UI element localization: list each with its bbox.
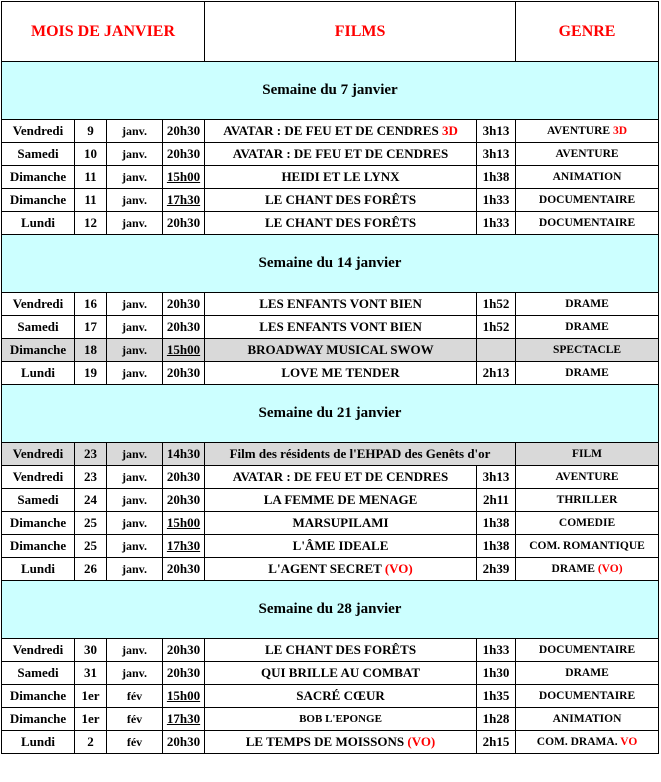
header-row xyxy=(2,2,659,62)
genre-label: SPECTACLE xyxy=(552,344,622,356)
month-cell: janv. xyxy=(107,339,163,362)
genre-label: DRAME xyxy=(565,321,609,333)
genre-label: DOCUMENTAIRE xyxy=(538,644,636,656)
duration-cell: 1h30 xyxy=(477,662,516,685)
screening-row xyxy=(2,339,659,362)
genre-cell xyxy=(516,466,659,489)
genre-label: AVENTURE xyxy=(555,148,619,160)
time-cell: 20h30 xyxy=(163,489,205,512)
day-cell: Dimanche xyxy=(2,685,75,708)
duration-cell: 1h33 xyxy=(477,212,516,235)
time-cell: 20h30 xyxy=(163,558,205,581)
duration-cell: 3h13 xyxy=(477,143,516,166)
film-title: BROADWAY MUSICAL SWOW xyxy=(247,342,434,357)
genre-cell xyxy=(516,189,659,212)
genre-label: DOCUMENTAIRE xyxy=(538,217,636,229)
film-title: LE TEMPS DE MOISSONS xyxy=(245,734,405,749)
film-title-cell xyxy=(205,212,477,235)
genre-cell xyxy=(516,212,659,235)
genre-label: ANIMATION xyxy=(552,713,622,725)
date-number-cell: 30 xyxy=(75,639,107,662)
film-title-cell xyxy=(205,639,477,662)
duration-cell: 2h11 xyxy=(477,489,516,512)
genre-label: DRAME xyxy=(565,667,609,679)
day-cell: Samedi xyxy=(2,662,75,685)
screening-row xyxy=(2,293,659,316)
time-cell: 15h00 xyxy=(163,166,205,189)
date-number-cell: 19 xyxy=(75,362,107,385)
genre-header: GENRE xyxy=(516,2,659,62)
week-band xyxy=(2,581,659,639)
film-title-cell xyxy=(205,558,477,581)
time-cell: 20h30 xyxy=(163,362,205,385)
day-cell: Dimanche xyxy=(2,708,75,731)
time-cell: 17h30 xyxy=(163,708,205,731)
genre-label: COM. ROMANTIQUE xyxy=(529,540,645,552)
month-cell: janv. xyxy=(107,535,163,558)
week-label: Semaine du 14 janvier xyxy=(2,235,659,293)
month-cell: fév xyxy=(107,708,163,731)
genre-label: DOCUMENTAIRE xyxy=(538,194,636,206)
screening-row xyxy=(2,443,659,466)
date-number-cell: 2 xyxy=(75,731,107,754)
film-title-cell xyxy=(205,731,477,754)
film-title-cell xyxy=(205,189,477,212)
genre-cell xyxy=(516,166,659,189)
week-label: Semaine du 28 janvier xyxy=(2,581,659,639)
film-title-suffix: (VO) xyxy=(407,734,436,749)
time-cell: 15h00 xyxy=(163,512,205,535)
film-title-cell xyxy=(205,512,477,535)
film-title: LES ENFANTS VONT BIEN xyxy=(259,296,422,311)
film-title: L'ÂME IDEALE xyxy=(292,538,389,553)
film-title: MARSUPILAMI xyxy=(292,515,389,530)
screening-row xyxy=(2,708,659,731)
day-cell: Dimanche xyxy=(2,512,75,535)
genre-cell xyxy=(516,443,659,466)
time-cell: 20h30 xyxy=(163,639,205,662)
genre-label: DRAME xyxy=(551,563,595,575)
film-title: LOVE ME TENDER xyxy=(281,365,400,380)
day-cell: Vendredi xyxy=(2,466,75,489)
month-cell: janv. xyxy=(107,143,163,166)
duration-cell: 1h38 xyxy=(477,512,516,535)
week-label: Semaine du 21 janvier xyxy=(2,385,659,443)
date-number-cell: 16 xyxy=(75,293,107,316)
genre-cell xyxy=(516,362,659,385)
film-title-cell xyxy=(205,489,477,512)
genre-label: COM. DRAMA. xyxy=(536,736,618,748)
date-number-cell: 12 xyxy=(75,212,107,235)
duration-cell: 1h38 xyxy=(477,535,516,558)
screening-row xyxy=(2,466,659,489)
screening-row xyxy=(2,143,659,166)
screening-row xyxy=(2,166,659,189)
day-cell: Lundi xyxy=(2,212,75,235)
date-number-cell: 23 xyxy=(75,466,107,489)
time-cell: 20h30 xyxy=(163,662,205,685)
time-cell: 15h00 xyxy=(163,339,205,362)
month-cell: janv. xyxy=(107,639,163,662)
date-number-cell: 31 xyxy=(75,662,107,685)
time-cell: 15h00 xyxy=(163,685,205,708)
screening-row xyxy=(2,512,659,535)
date-number-cell: 18 xyxy=(75,339,107,362)
film-title-cell xyxy=(205,466,477,489)
day-cell: Dimanche xyxy=(2,189,75,212)
duration-cell: 1h28 xyxy=(477,708,516,731)
screening-row xyxy=(2,558,659,581)
genre-label: AVENTURE xyxy=(547,125,611,137)
duration-cell: 1h35 xyxy=(477,685,516,708)
film-title: AVATAR : DE FEU ET DE CENDRES xyxy=(232,146,449,161)
film-title-cell xyxy=(205,685,477,708)
time-cell: 20h30 xyxy=(163,316,205,339)
day-cell: Dimanche xyxy=(2,535,75,558)
film-title-cell xyxy=(205,662,477,685)
day-cell: Vendredi xyxy=(2,639,75,662)
date-number-cell: 1er xyxy=(75,708,107,731)
film-title: AVATAR : DE FEU ET DE CENDRES xyxy=(223,123,439,138)
day-cell: Samedi xyxy=(2,143,75,166)
genre-cell xyxy=(516,639,659,662)
duration-cell: 2h39 xyxy=(477,558,516,581)
month-cell: janv. xyxy=(107,443,163,466)
duration-cell: 1h52 xyxy=(477,316,516,339)
time-cell: 14h30 xyxy=(163,443,205,466)
time-cell: 20h30 xyxy=(163,143,205,166)
day-cell: Dimanche xyxy=(2,339,75,362)
duration-cell: 3h13 xyxy=(477,466,516,489)
screening-row xyxy=(2,639,659,662)
month-cell: janv. xyxy=(107,189,163,212)
day-cell: Lundi xyxy=(2,558,75,581)
genre-cell xyxy=(516,512,659,535)
duration-cell: 3h13 xyxy=(477,120,516,143)
month-cell: janv. xyxy=(107,362,163,385)
month-cell: janv. xyxy=(107,212,163,235)
time-cell: 20h30 xyxy=(163,466,205,489)
film-title-cell xyxy=(205,362,477,385)
time-cell: 17h30 xyxy=(163,189,205,212)
film-title: LE CHANT DES FORÊTS xyxy=(264,215,417,230)
genre-label: COMEDIE xyxy=(558,517,616,529)
film-title: SACRÉ CŒUR xyxy=(296,688,385,703)
screening-row xyxy=(2,685,659,708)
film-title: LA FEMME DE MENAGE xyxy=(263,492,418,507)
date-number-cell: 1er xyxy=(75,685,107,708)
film-title-cell xyxy=(205,293,477,316)
schedule-table xyxy=(1,1,659,754)
day-cell: Vendredi xyxy=(2,293,75,316)
date-number-cell: 25 xyxy=(75,535,107,558)
month-cell: janv. xyxy=(107,512,163,535)
day-cell: Vendredi xyxy=(2,120,75,143)
film-title: QUI BRILLE AU COMBAT xyxy=(260,665,421,680)
film-title-cell xyxy=(205,316,477,339)
genre-cell xyxy=(516,293,659,316)
month-cell: fév xyxy=(107,731,163,754)
screening-row xyxy=(2,362,659,385)
genre-cell xyxy=(516,316,659,339)
month-cell: janv. xyxy=(107,489,163,512)
film-title: LES ENFANTS VONT BIEN xyxy=(259,319,422,334)
date-number-cell: 26 xyxy=(75,558,107,581)
genre-suffix: VO xyxy=(620,736,638,748)
genre-cell xyxy=(516,662,659,685)
film-title-cell xyxy=(205,708,477,731)
genre-label: AVENTURE xyxy=(555,471,619,483)
day-cell: Lundi xyxy=(2,731,75,754)
screening-row xyxy=(2,189,659,212)
film-title-cell xyxy=(205,120,477,143)
month-cell: janv. xyxy=(107,120,163,143)
genre-cell xyxy=(516,731,659,754)
date-number-cell: 10 xyxy=(75,143,107,166)
month-cell: fév xyxy=(107,685,163,708)
screening-row xyxy=(2,535,659,558)
film-title: BOB L'EPONGE xyxy=(299,713,382,725)
month-cell: janv. xyxy=(107,466,163,489)
day-cell: Dimanche xyxy=(2,166,75,189)
time-cell: 20h30 xyxy=(163,731,205,754)
duration-cell: 2h13 xyxy=(477,362,516,385)
week-band xyxy=(2,385,659,443)
duration-cell: 1h33 xyxy=(477,189,516,212)
film-title-cell xyxy=(205,143,477,166)
month-cell: janv. xyxy=(107,662,163,685)
genre-cell xyxy=(516,708,659,731)
genre-suffix: (VO) xyxy=(597,563,623,575)
week-band xyxy=(2,62,659,120)
time-cell: 17h30 xyxy=(163,535,205,558)
screening-row xyxy=(2,731,659,754)
date-number-cell: 25 xyxy=(75,512,107,535)
date-number-cell: 17 xyxy=(75,316,107,339)
film-title-cell xyxy=(205,443,516,466)
screening-row xyxy=(2,212,659,235)
film-title-cell xyxy=(205,535,477,558)
duration-cell xyxy=(477,339,516,362)
month-cell: janv. xyxy=(107,293,163,316)
genre-label: DRAME xyxy=(565,367,609,379)
month-header: MOIS DE JANVIER xyxy=(2,2,205,62)
genre-cell xyxy=(516,143,659,166)
screening-row xyxy=(2,489,659,512)
genre-cell xyxy=(516,558,659,581)
film-title-suffix: 3D xyxy=(441,123,458,138)
time-cell: 20h30 xyxy=(163,120,205,143)
genre-label: FILM xyxy=(572,448,603,460)
genre-cell xyxy=(516,685,659,708)
genre-cell xyxy=(516,535,659,558)
film-title: Film des résidents de l'EHPAD des Genêts d'or xyxy=(229,446,491,461)
day-cell: Vendredi xyxy=(2,443,75,466)
film-title: LE CHANT DES FORÊTS xyxy=(264,642,417,657)
day-cell: Samedi xyxy=(2,316,75,339)
film-title-cell xyxy=(205,166,477,189)
date-number-cell: 24 xyxy=(75,489,107,512)
film-title: L'AGENT SECRET xyxy=(268,561,382,576)
month-cell: janv. xyxy=(107,558,163,581)
films-header: FILMS xyxy=(205,2,516,62)
screening-row xyxy=(2,662,659,685)
genre-label: DOCUMENTAIRE xyxy=(538,690,636,702)
date-number-cell: 11 xyxy=(75,189,107,212)
genre-cell xyxy=(516,339,659,362)
film-title-suffix: (VO) xyxy=(384,561,413,576)
date-number-cell: 11 xyxy=(75,166,107,189)
duration-cell: 1h38 xyxy=(477,166,516,189)
film-title-cell xyxy=(205,339,477,362)
time-cell: 20h30 xyxy=(163,212,205,235)
day-cell: Lundi xyxy=(2,362,75,385)
genre-label: ANIMATION xyxy=(552,171,622,183)
film-title: LE CHANT DES FORÊTS xyxy=(264,192,417,207)
date-number-cell: 9 xyxy=(75,120,107,143)
genre-cell xyxy=(516,120,659,143)
film-title: AVATAR : DE FEU ET DE CENDRES xyxy=(232,469,449,484)
genre-label: THRILLER xyxy=(556,494,618,506)
week-label: Semaine du 7 janvier xyxy=(2,62,659,120)
screening-row xyxy=(2,120,659,143)
week-band xyxy=(2,235,659,293)
duration-cell: 2h15 xyxy=(477,731,516,754)
screening-row xyxy=(2,316,659,339)
film-title: HEIDI ET LE LYNX xyxy=(281,169,400,184)
time-cell: 20h30 xyxy=(163,293,205,316)
month-cell: janv. xyxy=(107,316,163,339)
genre-cell xyxy=(516,489,659,512)
date-number-cell: 23 xyxy=(75,443,107,466)
genre-label: DRAME xyxy=(565,298,609,310)
month-cell: janv. xyxy=(107,166,163,189)
duration-cell: 1h33 xyxy=(477,639,516,662)
genre-suffix: 3D xyxy=(612,125,628,137)
day-cell: Samedi xyxy=(2,489,75,512)
duration-cell: 1h52 xyxy=(477,293,516,316)
